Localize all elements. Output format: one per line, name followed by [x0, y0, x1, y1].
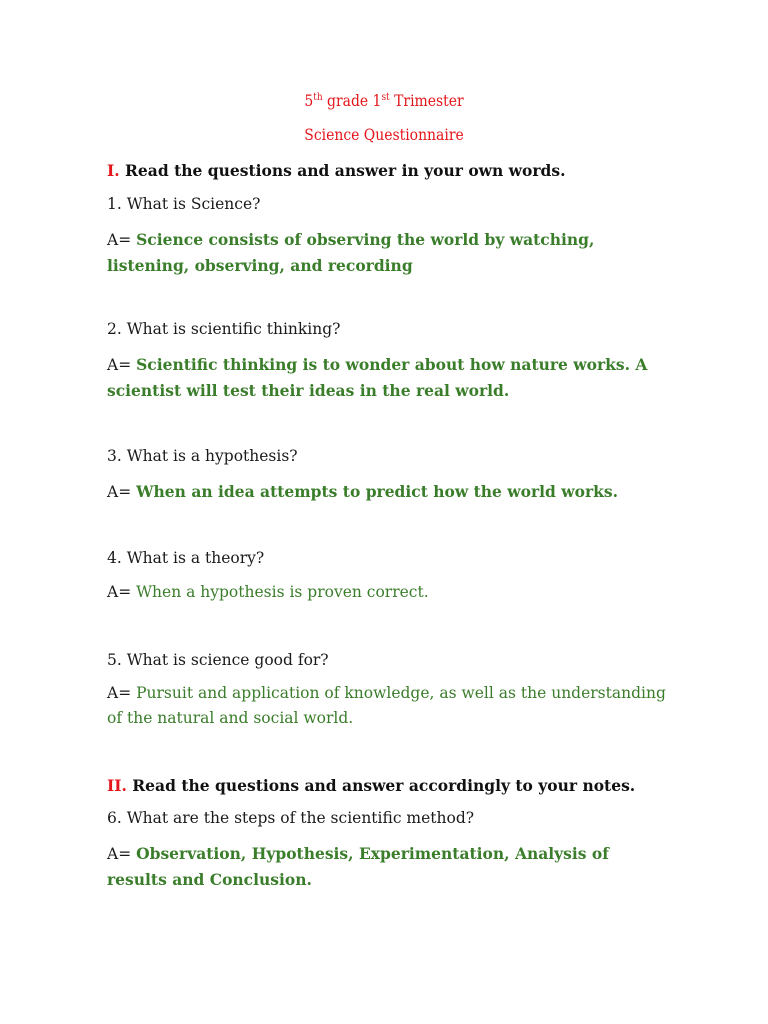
- answer-text: Scientific thinking is to wonder about how nature works. A scientist will test their ideas in the real world.: [107, 355, 648, 400]
- answer-text: Observation, Hypothesis, Experimentation, Analysis of results and Conclusion.: [107, 844, 609, 889]
- question-6: 6. What are the steps of the scientific method?: [107, 809, 475, 827]
- grade-ordinal: th: [313, 92, 323, 103]
- answer-text: When an idea attempts to predict how the world works.: [136, 482, 618, 501]
- answer-6: [107, 841, 667, 893]
- section-numeral: II.: [107, 776, 127, 795]
- grade-text: grade 1: [322, 92, 382, 111]
- section-numeral: I.: [107, 161, 120, 180]
- answer-prefix: A=: [107, 356, 137, 374]
- answer-3: [107, 479, 687, 505]
- section-1-instruction: [107, 158, 687, 183]
- question-4: 4. What is a theory?: [107, 549, 265, 567]
- document-subtitle: Science Questionnaire: [304, 126, 464, 144]
- question-1: 1. What is Science?: [107, 195, 261, 213]
- answer-prefix: A=: [107, 684, 137, 702]
- section-instruction-text: Read the questions and answer accordingly to your notes.: [126, 776, 636, 795]
- trimester-text: Trimester: [389, 92, 464, 111]
- answer-prefix: A=: [107, 231, 137, 249]
- grade-number: 5: [304, 92, 314, 111]
- question-2: 2. What is scientific thinking?: [107, 320, 341, 338]
- answer-text: Pursuit and application of knowledge, as well as the understanding of the natural and social world.: [107, 684, 666, 727]
- question-3: 3. What is a hypothesis?: [107, 447, 298, 465]
- answer-5: [107, 681, 667, 731]
- answer-1: [107, 227, 667, 279]
- section-2-instruction: [107, 773, 687, 798]
- answer-4: [107, 580, 687, 605]
- answer-2: [107, 352, 667, 404]
- answer-prefix: A=: [107, 845, 137, 863]
- answer-text: Science consists of observing the world by watching, listening, observing, and recording: [107, 230, 595, 275]
- document-title: [0, 92, 768, 110]
- trimester-ordinal: st: [381, 92, 390, 103]
- question-5: 5. What is science good for?: [107, 651, 329, 669]
- section-instruction-text: Read the questions and answer in your own words.: [119, 161, 566, 180]
- answer-prefix: A=: [107, 483, 137, 501]
- answer-text: When a hypothesis is proven correct.: [136, 583, 429, 601]
- answer-prefix: A=: [107, 583, 137, 601]
